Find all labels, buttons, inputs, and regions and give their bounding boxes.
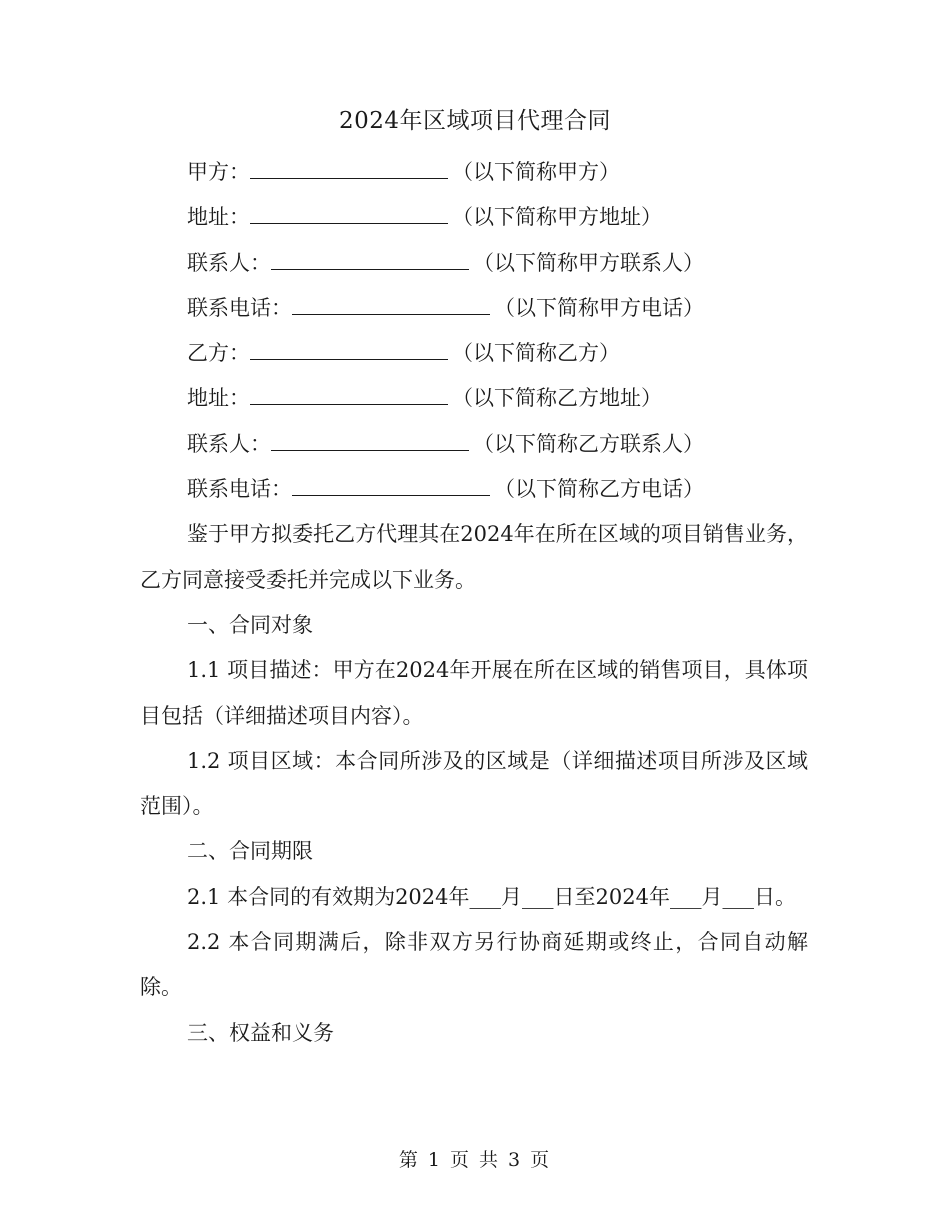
- field-label: 乙方：: [187, 341, 250, 366]
- field-note: （以下简称乙方联系人）: [473, 431, 704, 456]
- intro-paragraph: 鉴于甲方拟委托乙方代理其在2024年在所在区域的项目销售业务，乙方同意接受委托并完成以下业务。: [140, 522, 808, 592]
- section-heading: 二、合同期限: [187, 839, 313, 864]
- field-note: （以下简称甲方联系人）: [473, 250, 704, 275]
- fill-blank: [250, 203, 448, 224]
- fill-blank: [292, 294, 490, 315]
- clause-paragraph: 1.2 项目区域：本合同所涉及的区域是（详细描述项目所涉及区域范围）。: [140, 748, 808, 819]
- clause-paragraph: 1.1 项目描述：甲方在2024年开展在所在区域的销售项目，具体项目包括（详细描述项目内容）。: [140, 658, 808, 728]
- fill-blank: [250, 158, 448, 179]
- party-a-contact-row: [140, 241, 808, 286]
- clause-paragraph: 2.1 本合同的有效期为2024年___月___日至2024年___月___日。: [187, 884, 796, 909]
- field-label: 联系人：: [187, 431, 271, 456]
- field-label: 联系电话：: [187, 477, 292, 502]
- field-label: 联系电话：: [187, 295, 292, 320]
- fill-blank: [292, 475, 490, 496]
- clause-paragraph: 2.2 本合同期满后，除非双方另行协商延期或终止，合同自动解除。: [140, 930, 808, 1000]
- fill-blank: [271, 249, 469, 270]
- field-note: （以下简称甲方电话）: [494, 295, 704, 320]
- fill-blank: [271, 430, 469, 451]
- party-b-address-row: [140, 376, 808, 421]
- field-note: （以下简称乙方电话）: [494, 477, 704, 502]
- page-indicator: 第 1 页 共 3 页: [398, 1149, 552, 1171]
- party-a-address-row: [140, 195, 808, 240]
- party-b-name-row: [140, 331, 808, 376]
- party-a-name-row: [140, 150, 808, 195]
- field-note: （以下简称甲方）: [452, 160, 620, 184]
- fill-blank: [250, 384, 448, 405]
- document-body: [140, 150, 808, 1056]
- document-title: 2024年区域项目代理合同: [338, 108, 612, 134]
- party-b-phone-row: [140, 467, 808, 512]
- section-heading: 一、合同对象: [187, 612, 313, 637]
- section-heading: 三、权益和义务: [187, 1020, 334, 1045]
- field-label: 地址：: [187, 386, 250, 411]
- field-note: （以下简称甲方地址）: [452, 205, 662, 230]
- field-label: 地址：: [187, 205, 250, 230]
- field-note: （以下简称乙方地址）: [452, 386, 662, 411]
- fill-blank: [250, 339, 448, 360]
- field-note: （以下简称乙方）: [452, 341, 620, 366]
- field-label: 甲方：: [187, 160, 250, 184]
- party-b-contact-row: [140, 422, 808, 467]
- party-a-phone-row: [140, 286, 808, 331]
- field-label: 联系人：: [187, 250, 271, 275]
